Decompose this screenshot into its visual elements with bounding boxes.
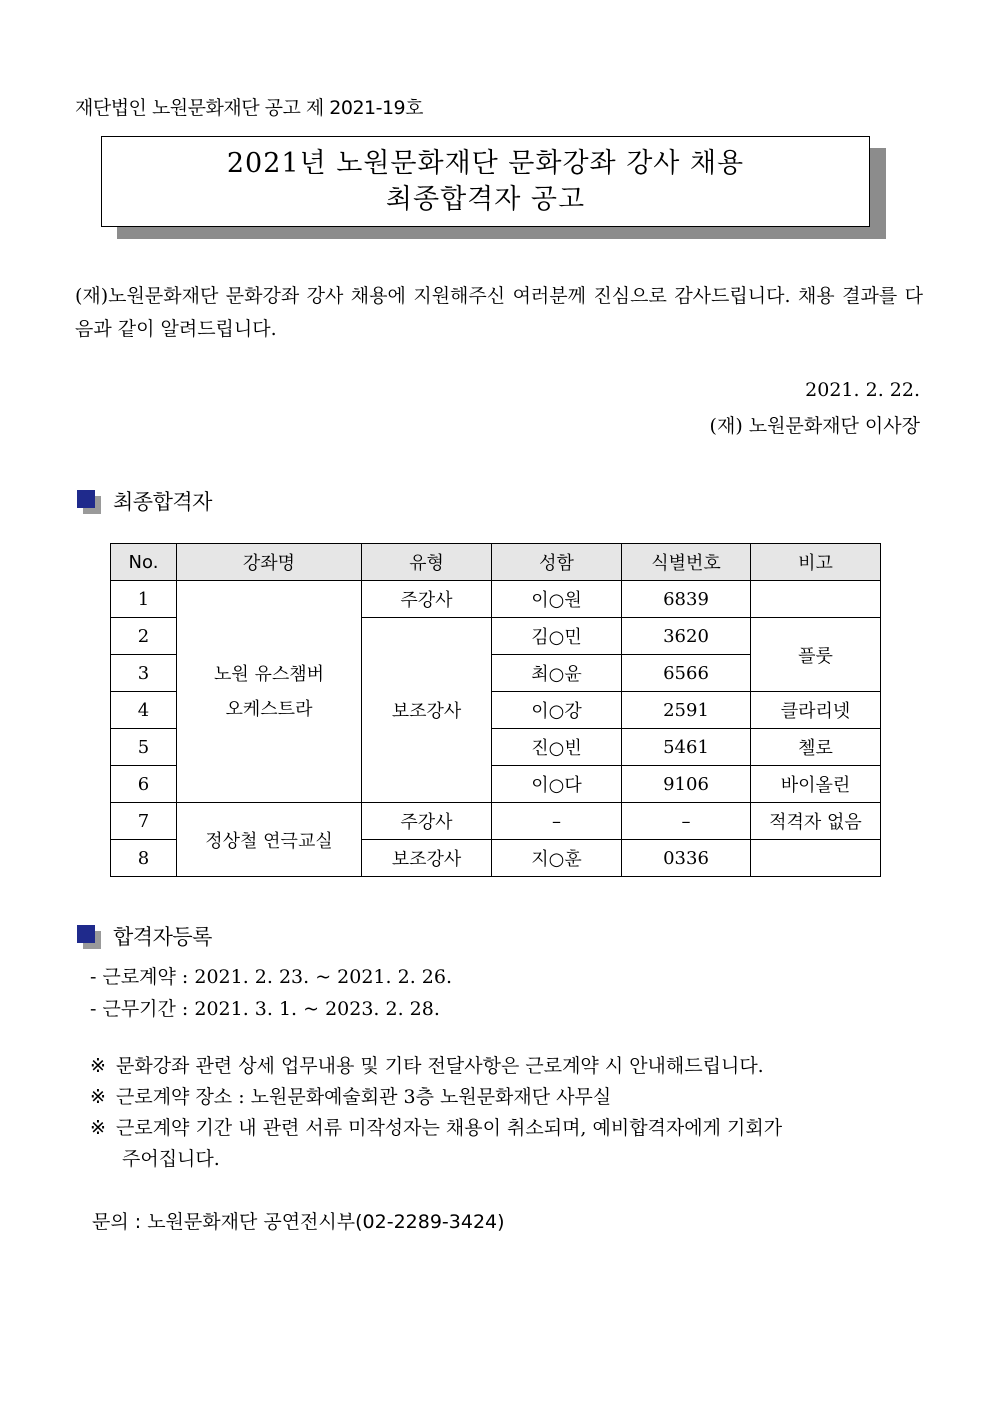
cell-name: 최○윤: [492, 655, 622, 692]
cell-id: 6566: [622, 655, 751, 692]
square-bullet-icon: [77, 925, 99, 947]
cell-id: 2591: [622, 692, 751, 729]
notice-number: 재단법인 노원문화재단 공고 제 2021-19호: [75, 97, 424, 119]
cell-type: 주강사: [362, 803, 492, 840]
cell-id: 0336: [622, 840, 751, 877]
cell-no: 7: [111, 803, 177, 840]
title-line-2: 최종합격자 공고: [385, 184, 586, 215]
cell-name: 이○원: [492, 581, 622, 618]
cell-note: 적격자 없음: [751, 803, 881, 840]
header-type: 유형: [362, 544, 492, 581]
cell-id: 9106: [622, 766, 751, 803]
course-name-line1: 노원 유스챔버: [213, 663, 325, 685]
table-header-row: [111, 544, 881, 581]
cell-name: –: [492, 803, 622, 840]
registration-work-period: - 근무기간 : 2021. 3. 1. ~ 2023. 2. 28.: [90, 998, 440, 1020]
cell-no: 6: [111, 766, 177, 803]
cell-id: 6839: [622, 581, 751, 618]
cell-id: 5461: [622, 729, 751, 766]
note-1: [90, 1051, 890, 1082]
section-registration-heading: [77, 921, 212, 951]
section-registration-title: 합격자등록: [113, 925, 212, 949]
signer: (재) 노원문화재단 이사장: [709, 415, 920, 437]
header-course: 강좌명: [177, 544, 362, 581]
cell-note: 첼로: [751, 729, 881, 766]
cell-course-youth-chamber: [177, 581, 362, 803]
cell-no: 2: [111, 618, 177, 655]
note-mark: ※: [90, 1055, 106, 1077]
note-2: [90, 1082, 890, 1113]
cell-note: [751, 581, 881, 618]
cell-name: 진○빈: [492, 729, 622, 766]
cell-name: 이○강: [492, 692, 622, 729]
cell-note: 플룻: [751, 618, 881, 692]
title-line-1: 2021년 노원문화재단 문화강좌 강사 채용: [226, 148, 745, 179]
note-2-text: 근로계약 장소 : 노원문화예술회관 3층 노원문화재단 사무실: [116, 1086, 612, 1108]
section-final-title: 최종합격자: [113, 490, 212, 514]
note-mark: ※: [90, 1117, 106, 1139]
registration-contract-period: - 근로계약 : 2021. 2. 23. ~ 2021. 2. 26.: [90, 966, 452, 988]
cell-name: 김○민: [492, 618, 622, 655]
table-row: [111, 803, 881, 840]
note-3: [90, 1113, 890, 1175]
header-id: 식별번호: [622, 544, 751, 581]
cell-type: 주강사: [362, 581, 492, 618]
cell-course-theater: 정상철 연극교실: [177, 803, 362, 877]
intro-paragraph: (재)노원문화재단 문화강좌 강사 채용에 지원해주신 여러분께 진심으로 감사드립니다. 채용 결과를 다음과 같이 알려드립니다.: [75, 285, 923, 340]
note-3-text: 근로계약 기간 내 관련 서류 미작성자는 채용이 취소되며, 예비합격자에게 기회가: [116, 1117, 783, 1139]
note-3-continuation: 주어집니다.: [122, 1148, 220, 1170]
cell-note: [751, 840, 881, 877]
table-row: [111, 581, 881, 618]
note-1-text: 문화강좌 관련 상세 업무내용 및 기타 전달사항은 근로계약 시 안내해드립니다.: [116, 1055, 764, 1077]
header-note: 비고: [751, 544, 881, 581]
course-name-line2: 오케스트라: [225, 698, 313, 720]
cell-no: 1: [111, 581, 177, 618]
cell-id: 3620: [622, 618, 751, 655]
header-no: No.: [111, 544, 177, 581]
cell-name: 이○다: [492, 766, 622, 803]
square-bullet-icon: [77, 490, 99, 512]
cell-name: 지○훈: [492, 840, 622, 877]
notice-date: 2021. 2. 22.: [805, 379, 920, 401]
title-box: [101, 136, 870, 227]
contact-info: 문의 : 노원문화재단 공연전시부(02-2289-3424): [92, 1211, 505, 1233]
cell-no: 4: [111, 692, 177, 729]
cell-no: 8: [111, 840, 177, 877]
note-mark: ※: [90, 1086, 106, 1108]
cell-type: 보조강사: [362, 618, 492, 803]
results-table: [110, 543, 881, 877]
cell-note: 바이올린: [751, 766, 881, 803]
cell-no: 3: [111, 655, 177, 692]
cell-type: 보조강사: [362, 840, 492, 877]
cell-id: –: [622, 803, 751, 840]
header-name: 성함: [492, 544, 622, 581]
section-final-heading: [77, 486, 212, 516]
cell-note: 클라리넷: [751, 692, 881, 729]
cell-no: 5: [111, 729, 177, 766]
